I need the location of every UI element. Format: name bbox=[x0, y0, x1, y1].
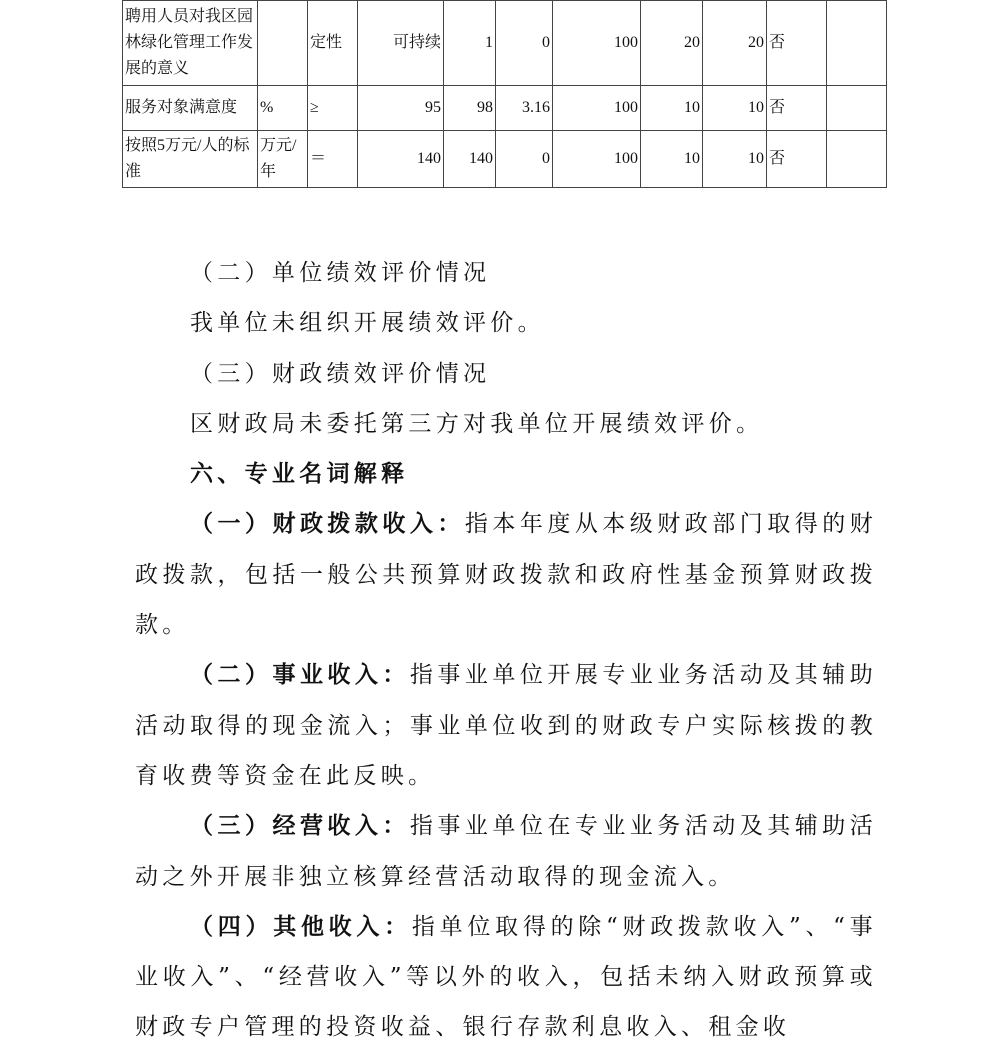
glossary-item: （二）事业收入：指事业单位开展专业业务活动及其辅助活动取得的现金流入；事业单位收到的财政专户实际核拨的教育收费等资金在此反映。 bbox=[135, 661, 877, 789]
section-text: 我单位未组织开展绩效评价。 bbox=[190, 310, 545, 337]
cell-score-max: 20 bbox=[641, 1, 703, 86]
glossary-item: （四）其他收入：指单位取得的除“财政拨款收入”、“事业收入”、“经营收入”等以外的收入，包括未纳入财政预算或财政专户管理的投资收益、银行存款利息收入、租金收 bbox=[135, 912, 877, 1041]
cell-name: 聘用人员对我区园林绿化管理工作发展的意义 bbox=[123, 1, 258, 86]
cell-note bbox=[827, 86, 887, 131]
section-text: 区财政局未委托第三方对我单位开展绩效评价。 bbox=[190, 410, 764, 437]
cell-weight: 100 bbox=[553, 131, 641, 188]
performance-table bbox=[122, 0, 887, 188]
cell-target: 可持续 bbox=[358, 1, 444, 86]
cell-name: 按照5万元/人的标准 bbox=[123, 131, 258, 188]
cell-name: 服务对象满意度 bbox=[123, 86, 258, 131]
table-row bbox=[123, 86, 887, 131]
cell-actual: 98 bbox=[444, 86, 496, 131]
cell-score-max: 10 bbox=[641, 131, 703, 188]
cell-unit: % bbox=[258, 86, 308, 131]
section-heading: （三）财政绩效评价情况 bbox=[190, 360, 491, 387]
cell-note bbox=[827, 1, 887, 86]
glossary-title: 六、专业名词解释 bbox=[190, 460, 409, 488]
cell-score: 10 bbox=[703, 131, 767, 188]
table-row bbox=[123, 1, 887, 86]
cell-flag: 否 bbox=[767, 86, 827, 131]
cell-target: 140 bbox=[358, 131, 444, 188]
cell-flag: 否 bbox=[767, 1, 827, 86]
cell-weight: 100 bbox=[553, 1, 641, 86]
cell-weight: 100 bbox=[553, 86, 641, 131]
cell-actual: 140 bbox=[444, 131, 496, 188]
cell-unit: 万元/年 bbox=[258, 131, 308, 188]
cell-score: 20 bbox=[703, 1, 767, 86]
cell-dev: 0 bbox=[496, 1, 553, 86]
cell-unit bbox=[258, 1, 308, 86]
cell-dev: 3.16 bbox=[496, 86, 553, 131]
cell-dev: 0 bbox=[496, 131, 553, 188]
glossary-item: （一）财政拨款收入：指本年度从本级财政部门取得的财政拨款，包括一般公共预算财政拨款和政府性基金预算财政拨款。 bbox=[135, 510, 877, 639]
cell-score-max: 10 bbox=[641, 86, 703, 131]
cell-op: 定性 bbox=[308, 1, 358, 86]
cell-score: 10 bbox=[703, 86, 767, 131]
cell-op: ＝ bbox=[308, 131, 358, 188]
cell-flag: 否 bbox=[767, 131, 827, 188]
cell-note bbox=[827, 131, 887, 188]
cell-target: 95 bbox=[358, 86, 444, 131]
glossary-item: （三）经营收入：指事业单位在专业业务活动及其辅助活动之外开展非独立核算经营活动取得的现金流入。 bbox=[135, 812, 877, 890]
cell-actual: 1 bbox=[444, 1, 496, 86]
section-heading: （二）单位绩效评价情况 bbox=[190, 260, 491, 286]
table-row bbox=[123, 131, 887, 188]
cell-op: ≥ bbox=[308, 86, 358, 131]
document-body bbox=[135, 248, 877, 1053]
